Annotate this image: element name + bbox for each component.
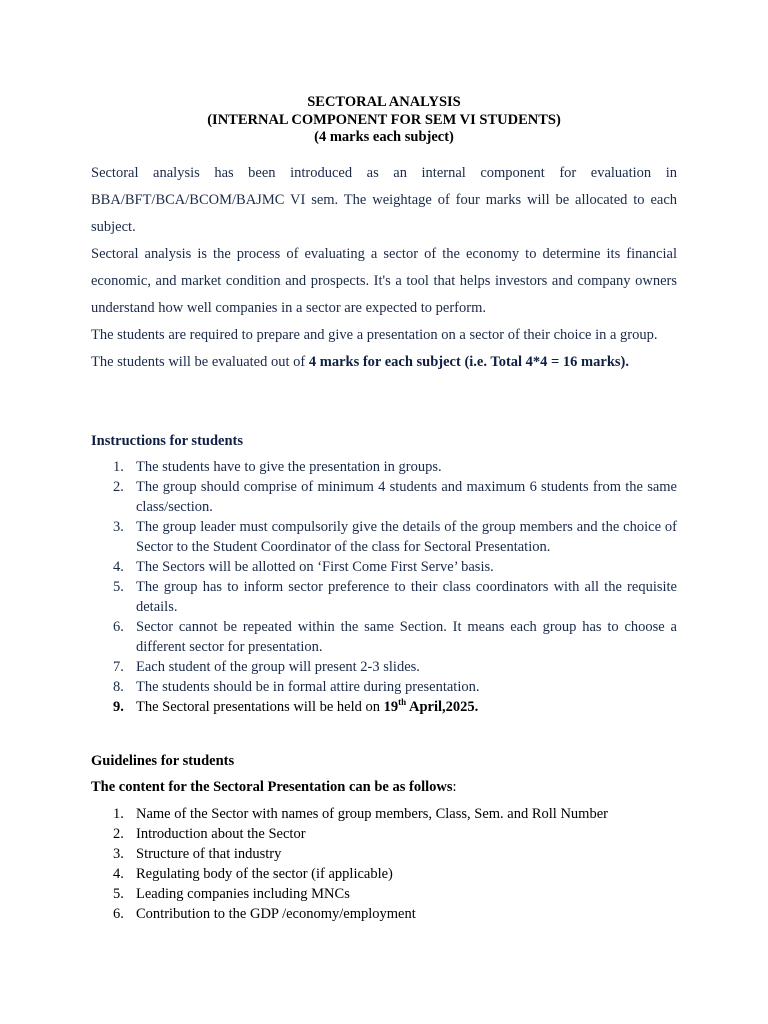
item-text: The group should comprise of minimum 4 students and maximum 6 students from the same class/section. (136, 479, 677, 515)
item-number: 1. (113, 806, 124, 822)
list-item (91, 844, 677, 864)
item-text: The students should be in formal attire during presentation. (136, 679, 480, 695)
list-item (91, 824, 677, 844)
item-number: 8. (113, 679, 124, 695)
item-number: 4. (113, 559, 124, 575)
item-text: Leading companies including MNCs (136, 886, 350, 902)
list-item (91, 864, 677, 884)
guidelines-title: Guidelines for students (91, 753, 235, 769)
title-line-2: (INTERNAL COMPONENT FOR SEM VI STUDENTS) (207, 111, 561, 128)
item-number: 5. (113, 579, 124, 595)
intro-paragraph-1: Sectoral analysis has been introduced as an internal component for evaluation in BBA/BFT/BCA/BCOM/BAJMC VI sem. The weightage of four marks will be allocated to each subject. (91, 165, 677, 235)
list-item (91, 617, 677, 657)
item-text: The students have to give the presentation in groups. (136, 459, 442, 475)
intro-paragraph-4 (91, 349, 677, 376)
intro-section (91, 160, 677, 376)
intro-paragraph-3: The students are required to prepare and give a presentation on a sector of their choice in a group. (91, 327, 658, 343)
list-item (91, 657, 677, 677)
presentation-day: 19 (383, 699, 399, 715)
document-title (0, 94, 768, 147)
guidelines-subtitle (91, 777, 677, 797)
list-item (91, 477, 677, 517)
item-text: Introduction about the Sector (136, 826, 306, 842)
list-item (91, 677, 677, 697)
item-number: 4. (113, 866, 124, 882)
day-suffix: th (398, 697, 407, 708)
item-text: The Sectors will be allotted on ‘First Come First Serve’ basis. (136, 559, 494, 575)
item-number: 6. (113, 906, 124, 922)
presentation-month-year: April,2025. (406, 699, 479, 715)
item-number: 3. (113, 846, 124, 862)
list-item (91, 577, 677, 617)
list-item-presentation-date (91, 697, 677, 717)
item-text: The group leader must compulsorily give the details of the group members and the choice of Sector to the Student Coordinator of the class for Sectoral Presentation. (136, 519, 677, 555)
item-number: 6. (113, 619, 124, 635)
list-item (91, 457, 677, 477)
evaluation-text: The students will be evaluated out of (91, 354, 309, 370)
item-number: 9. (113, 699, 124, 715)
item-number: 2. (113, 826, 124, 842)
item-text: Structure of that industry (136, 846, 282, 862)
guidelines-list (91, 804, 677, 924)
instructions-list (91, 457, 677, 717)
item-text: Sector cannot be repeated within the same Section. It means each group has to choose a different sector for presentation. (136, 619, 677, 655)
item-text: Name of the Sector with names of group members, Class, Sem. and Roll Number (136, 806, 608, 822)
list-item (91, 904, 677, 924)
item-number: 7. (113, 659, 124, 675)
item-text: Each student of the group will present 2-3 slides. (136, 659, 420, 675)
list-item (91, 884, 677, 904)
intro-paragraph-2: Sectoral analysis is the process of evaluating a sector of the economy to determine its financial economic, and market condition and prospects. It's a tool that helps investors and company owners understand how well companies in a sector are expected to perform. (91, 246, 677, 316)
item-number: 3. (113, 519, 124, 535)
item-text: Contribution to the GDP /economy/employment (136, 906, 416, 922)
title-line-1: SECTORAL ANALYSIS (307, 94, 461, 110)
list-item (91, 557, 677, 577)
item-number: 1. (113, 459, 124, 475)
item-text: Regulating body of the sector (if applicable) (136, 866, 393, 882)
evaluation-marks: 4 marks for each subject (i.e. Total 4*4 = 16 marks). (308, 354, 629, 370)
item-number: 5. (113, 886, 124, 902)
list-item (91, 804, 677, 824)
item-text: The Sectoral presentations will be held on (136, 699, 384, 715)
list-item (91, 517, 677, 557)
item-text: The group has to inform sector preference to their class coordinators with all the requisite details. (136, 579, 677, 615)
guidelines-subtitle-text: The content for the Sectoral Presentation can be as follows (91, 779, 453, 795)
item-number: 2. (113, 479, 124, 495)
guidelines-subtitle-colon: : (452, 779, 457, 795)
instructions-title: Instructions for students (91, 433, 244, 449)
title-line-3: (4 marks each subject) (314, 129, 454, 145)
